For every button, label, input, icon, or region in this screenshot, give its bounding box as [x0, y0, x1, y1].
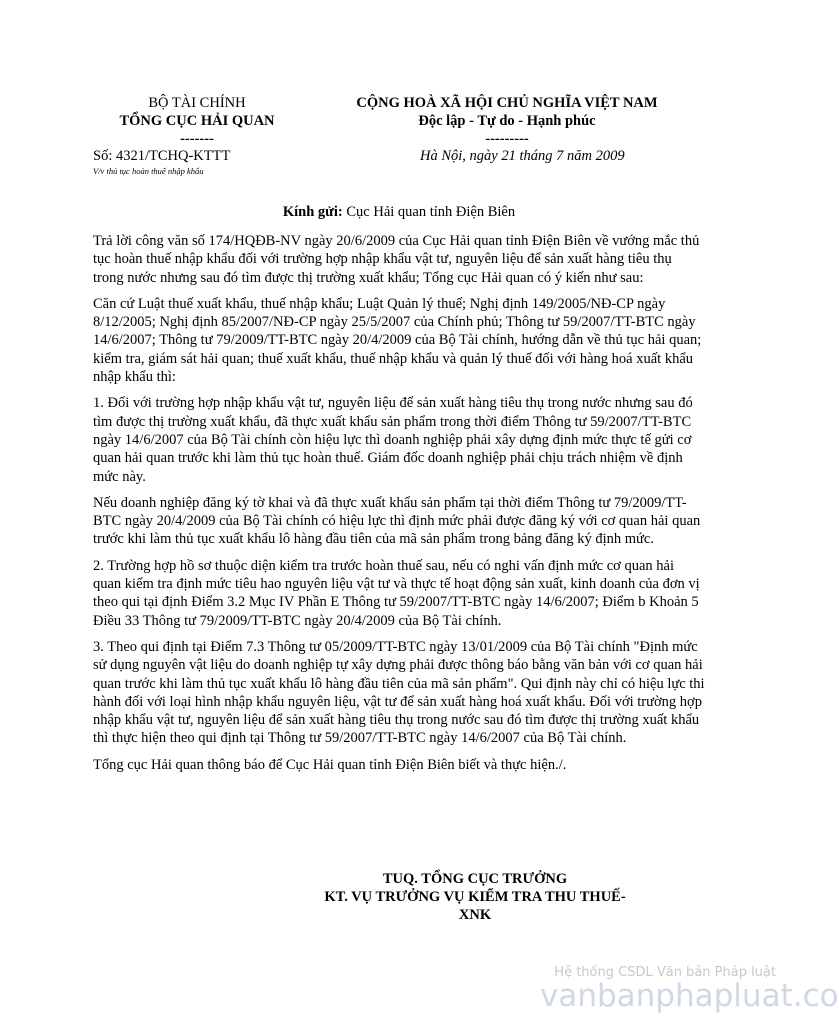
signature-line-2: KT. VỤ TRƯỞNG VỤ KIỂM TRA THU THUẾ- — [324, 889, 626, 905]
motto: Độc lập - Tự do - Hạnh phúc — [418, 113, 596, 129]
paragraph-item-3: 3. Theo qui định tại Điểm 7.3 Thông tư 05/2009/TT-BTC ngày 13/01/2009 của Bộ Tài chính "Định mức sử dụng nguyên vật liệu do doanh nghiệp tự xây dựng phải được thông báo bằng văn bản với cơ quan hải quan trước khi làm thủ tục xuất khẩu lô hàng đầu tiên của mã sản phẩm". Qui định này chỉ có hiệu lực thi hành đối với loại hình nhập khẩu nguyên liệu, vật tư để sản xuất hàng hoá xuất khẩu. Đối với trường hợp nhập khẩu vật tư, nguyên liệu để sản xuất hàng tiêu thụ trong nước sau đó tìm được thị trường xuất khẩu thì thực hiện theo qui định tại Thông tư 59/2007/TT-BTC ngày 14/6/2007 của Bộ Tài chính. — [93, 638, 705, 747]
paragraph-legal-basis: Căn cứ Luật thuế xuất khẩu, thuế nhập khẩu; Luật Quản lý thuế; Nghị định 149/2005/NĐ-CP ngày 8/12/2005; Nghị định 85/2007/NĐ-CP ngày 25/5/2007 của Chính phủ; Thông tư 59/2007/TT-BTC ngày 14/6/2007; Thông tư 79/2009/TT-BTC ngày 20/4/2009 của Bộ Tài chính, hướng dẫn về thủ tục hải quan; kiểm tra, giám sát hải quan; thuế xuất khẩu, thuế nhập khẩu và quản lý thuế đối với hàng hoá xuất khẩu nhập khẩu thì: — [93, 295, 702, 386]
ministry-name: BỘ TÀI CHÍNH — [148, 95, 246, 111]
issuer-block — [93, 94, 301, 148]
recipient-label: Kính gửi: — [282, 204, 343, 220]
department-name: TỔNG CỤC HẢI QUAN — [119, 113, 275, 129]
recipient-name: Cục Hải quan tỉnh Điện Biên — [342, 204, 516, 220]
left-divider: ------- — [180, 131, 214, 147]
watermark-caption: Hệ thống CSDL Văn bản Pháp luật — [554, 965, 776, 980]
signature-block — [300, 870, 650, 924]
paragraph-item-1: 1. Đối với trường hợp nhập khẩu vật tư, nguyên liệu để sản xuất hàng tiêu thụ trong nước nhưng sau đó tìm được thị trường xuất khẩu, đã thực xuất khẩu sản phẩm trong thời điểm Thông tư 59/2007/TT-BTC ngày 14/6/2007 của Bộ Tài chính còn hiệu lực thì doanh nghiệp phải xây dựng định mức thực tế gửi cơ quan hải quan trước khi làm thủ tục hoàn thuế. Giám đốc doanh nghiệp phải chịu trách nhiệm về định mức này. — [93, 395, 693, 485]
paragraph-item-1-note: Nếu doanh nghiệp đăng ký tờ khai và đã thực xuất khẩu sản phẩm tại thời điểm Thông tư 79/2009/TT-BTC ngày 20/4/2009 của Bộ Tài chính có hiệu lực thì định mức phải được đăng ký với cơ quan hải quan trước khi làm thủ tục xuất khẩu lô hàng đầu tiên của mã sản phẩm trong bảng đăng ký định mức. — [93, 494, 701, 548]
national-header — [302, 94, 712, 148]
recipient-line — [93, 204, 705, 221]
paragraph-item-2: 2. Trường hợp hồ sơ thuộc diện kiểm tra trước hoàn thuế sau, nếu có nghi vấn định mức cơ quan hải quan kiểm tra định mức tiêu hao nguyên liệu vật tư và thực tế hoạt động sản xuất, kinh doanh của đơn vị theo qui tại định Điểm 3.2 Mục IV Phần E Thông tư 59/2007/TT-BTC ngày 14/6/2007; Điểm b Khoản 5 Điều 33 Thông tư 79/2009/TT-BTC ngày 20/4/2009 của Bộ Tài chính. — [93, 557, 700, 629]
watermark-site: vanbanphapluat.co — [540, 978, 839, 1014]
right-divider: --------- — [485, 131, 529, 147]
signature-line-3: XNK — [458, 907, 492, 923]
country-name: CỘNG HOÀ XÃ HỘI CHỦ NGHĨA VIỆT NAM — [356, 95, 658, 111]
place-date: Hà Nội, ngày 21 tháng 7 năm 2009 — [420, 148, 625, 164]
document-number: Số: 4321/TCHQ-KTTT — [93, 148, 231, 164]
signature-line-1: TUQ. TỔNG CỤC TRƯỞNG — [382, 871, 568, 887]
paragraph-closing: Tổng cục Hải quan thông báo để Cục Hải quan tỉnh Điện Biên biết và thực hiện./. — [93, 756, 567, 773]
document-body — [93, 232, 705, 782]
subject-note: V/v thủ tục hoàn thuế nhập khẩu — [93, 166, 204, 176]
paragraph-reply: Trả lời công văn số 174/HQĐB-NV ngày 20/6/2009 của Cục Hải quan tỉnh Điện Biên về vướng mắc thủ tục hoàn thuế nhập khẩu đối với trường hợp nhập khẩu vật tư, nguyên liệu để sản xuất hàng tiêu thụ trong nước nhưng sau đó tìm được thị trường xuất khẩu; Tổng cục Hải quan có ý kiến như sau: — [93, 233, 700, 286]
